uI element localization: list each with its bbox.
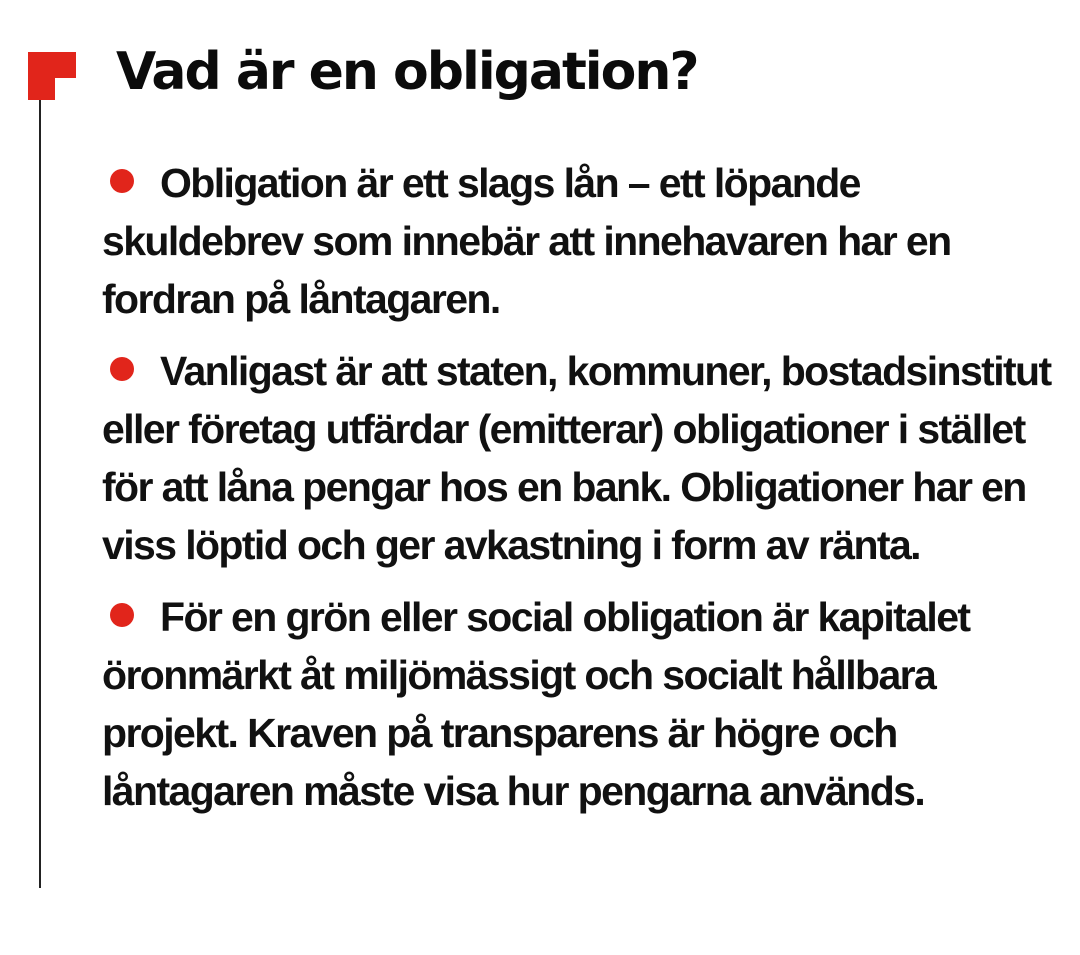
paragraph-text: Vanligast är att staten, kommuner, bostadsinstitut eller företag utfärdar (emitterar) obligationer i stället för att låna pengar hos en bank. Obligationer har en viss löptid och ger avkastning i form av ränta. xyxy=(102,348,1051,568)
paragraph-3 xyxy=(102,588,1052,820)
corner-marker-notch xyxy=(55,78,77,101)
factbox-body xyxy=(102,154,1052,834)
paragraph-text: Obligation är ett slags lån – ett löpande skuldebrev som innebär att innehavaren har en fordran på låntagaren. xyxy=(102,160,951,322)
paragraph-2 xyxy=(102,342,1052,574)
bullet-icon xyxy=(110,169,134,193)
bullet-icon xyxy=(110,603,134,627)
paragraph-1 xyxy=(102,154,1052,328)
vertical-rule xyxy=(39,100,41,888)
bullet-icon xyxy=(110,357,134,381)
factbox-title: Vad är en obligation? xyxy=(116,42,698,102)
paragraph-text: För en grön eller social obligation är kapitalet öronmärkt åt miljömässigt och socialt hållbara projekt. Kraven på transparens är högre och låntagaren måste visa hur pengarna används. xyxy=(102,594,970,814)
